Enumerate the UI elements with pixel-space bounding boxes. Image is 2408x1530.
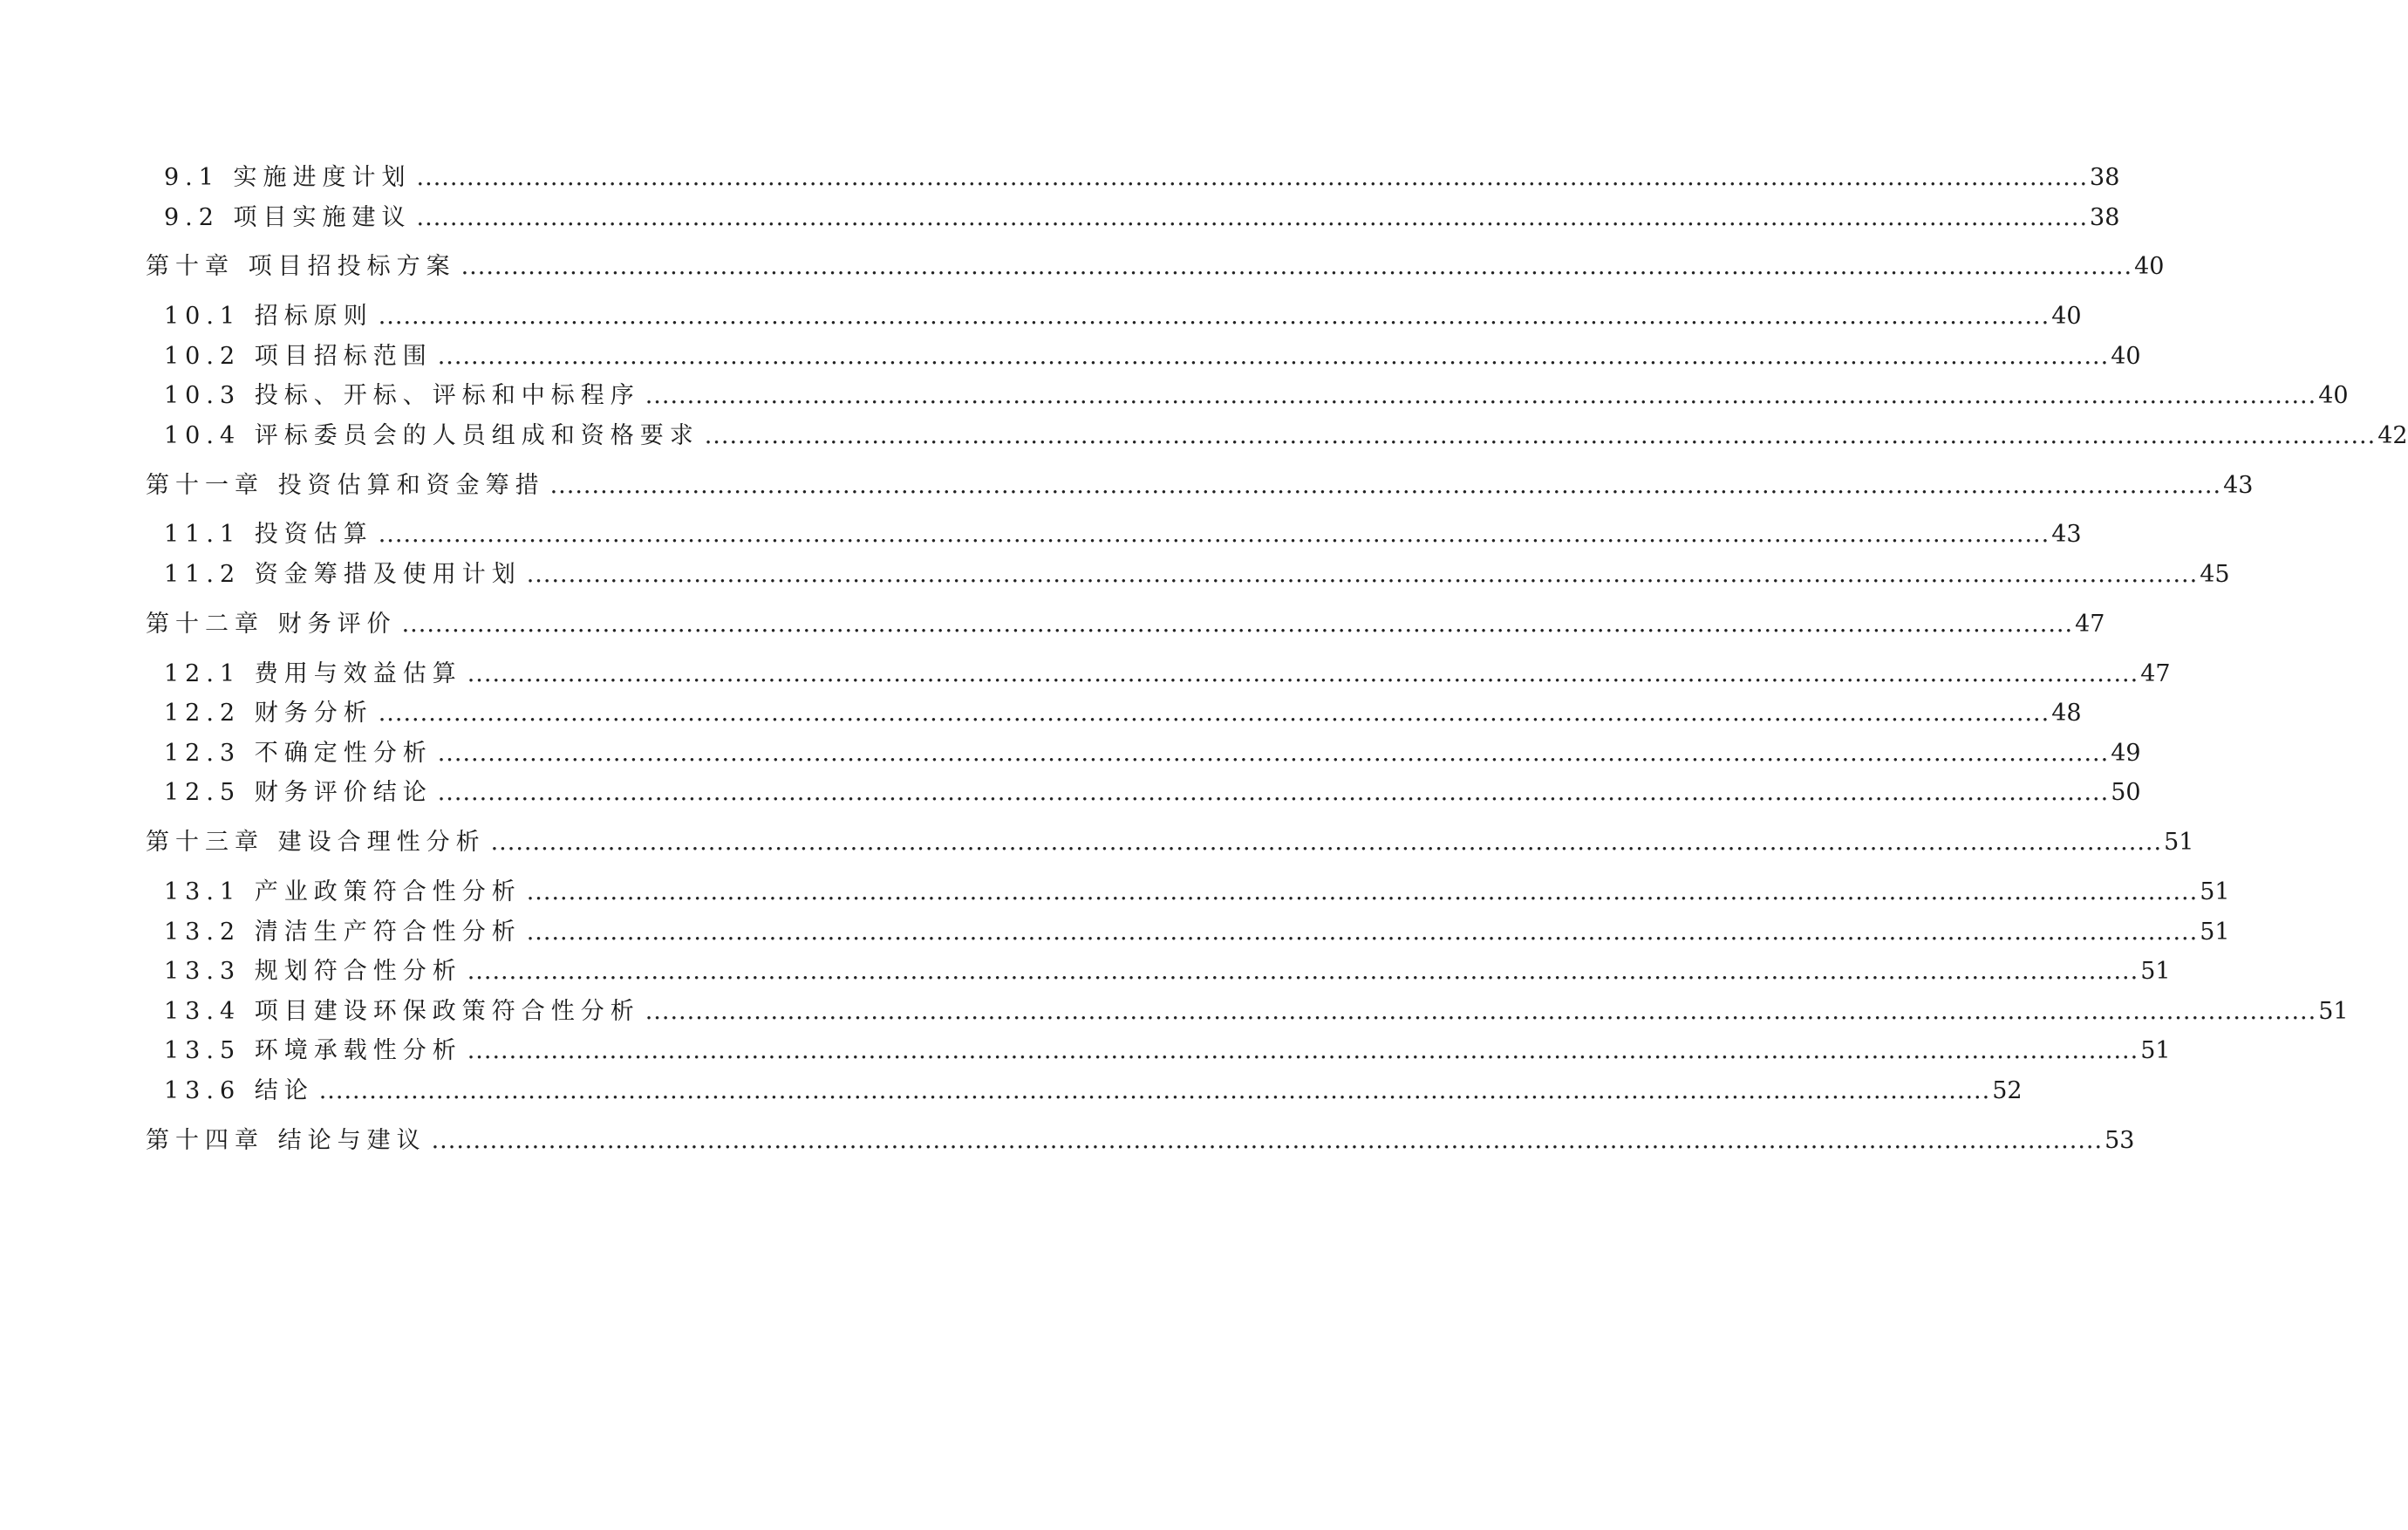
toc-leader-dots: ........................................................................................................................................................................................................ <box>467 1037 2139 1064</box>
toc-entry-page: 48 <box>2051 700 2082 727</box>
toc-leader-dots: ........................................................................................................................................................................................................ <box>437 343 2110 370</box>
toc-leader-dots: ........................................................................................................................................................................................................ <box>401 611 2074 638</box>
toc-entry-page: 47 <box>2140 660 2171 687</box>
toc-leader-dots: ........................................................................................................................................................................................................ <box>526 878 2199 905</box>
toc-leader-dots: ........................................................................................................................................................................................................ <box>645 382 2317 409</box>
toc-entry-title: 12.2 财务分析 <box>164 700 373 727</box>
toc-entry[interactable] <box>0 952 2171 987</box>
toc-leader-dots: ........................................................................................................................................................................................................ <box>467 660 2139 687</box>
toc-entry[interactable] <box>0 1031 2171 1066</box>
toc-entry[interactable] <box>0 198 2120 233</box>
toc-entry-title: 10.2 项目招标范围 <box>164 343 433 370</box>
toc-leader-dots: ........................................................................................................................................................................................................ <box>431 1127 2104 1154</box>
toc-entry-page: 52 <box>1992 1077 2023 1104</box>
toc-chapter-entry[interactable] <box>0 1121 2135 1156</box>
toc-entry[interactable] <box>0 1071 2023 1106</box>
toc-entry-title: 第十一章 投资估算和资金筹措 <box>146 472 545 499</box>
toc-entry-page: 38 <box>2090 204 2120 231</box>
toc-entry[interactable] <box>0 654 2171 689</box>
toc-entry-page: 47 <box>2075 611 2105 638</box>
toc-entry-page: 40 <box>2111 343 2141 370</box>
toc-chapter-entry[interactable] <box>0 604 2105 639</box>
toc-leader-dots: ........................................................................................................................................................................................................ <box>416 164 2089 191</box>
toc-entry-page: 49 <box>2111 740 2141 767</box>
toc-entry-page: 51 <box>2140 1037 2171 1064</box>
toc-chapter-entry[interactable] <box>0 823 2194 857</box>
toc-entry-title: 10.4 评标委员会的人员组成和资格要求 <box>164 422 699 449</box>
toc-leader-dots: ........................................................................................................................................................................................................ <box>437 740 2110 767</box>
toc-leader-dots: ........................................................................................................................................................................................................ <box>645 998 2317 1025</box>
toc-entry[interactable] <box>0 992 2349 1027</box>
toc-entry[interactable] <box>0 912 2230 947</box>
toc-leader-dots: ........................................................................................................................................................................................................ <box>378 303 2050 330</box>
toc-leader-dots: ........................................................................................................................................................................................................ <box>437 779 2110 806</box>
toc-entry-page: 50 <box>2111 779 2141 806</box>
toc-entry[interactable] <box>0 555 2230 590</box>
toc-entry-page: 51 <box>2140 958 2171 985</box>
toc-entry-page: 43 <box>2051 521 2082 548</box>
toc-entry-page: 43 <box>2223 472 2254 499</box>
toc-entry[interactable] <box>0 297 2082 331</box>
toc-entry[interactable] <box>0 872 2230 907</box>
toc-entry[interactable] <box>0 773 2141 808</box>
toc-entry-page: 51 <box>2318 998 2349 1025</box>
toc-entry-title: 13.3 规划符合性分析 <box>164 958 462 985</box>
toc-entry[interactable] <box>0 734 2141 768</box>
toc-leader-dots: ........................................................................................................................................................................................................ <box>460 253 2133 280</box>
toc-entry-title: 10.3 投标、开标、评标和中标程序 <box>164 382 640 409</box>
toc-entry-page: 42 <box>2377 422 2408 449</box>
toc-entry-page: 53 <box>2104 1127 2135 1154</box>
toc-entry-title: 第十三章 建设合理性分析 <box>146 829 486 856</box>
toc-leader-dots: ........................................................................................................................................................................................................ <box>704 422 2377 449</box>
toc-leader-dots: ........................................................................................................................................................................................................ <box>549 472 2222 499</box>
toc-entry[interactable] <box>0 158 2120 193</box>
toc-entry-title: 第十四章 结论与建议 <box>146 1127 426 1154</box>
toc-leader-dots: ........................................................................................................................................................................................................ <box>467 958 2139 985</box>
toc-entry-page: 40 <box>2318 382 2349 409</box>
toc-entry-title: 9.2 项目实施建议 <box>164 204 412 231</box>
toc-entry-title: 13.5 环境承载性分析 <box>164 1037 462 1064</box>
toc-entry-title: 13.2 清洁生产符合性分析 <box>164 919 522 946</box>
toc-leader-dots: ........................................................................................................................................................................................................ <box>526 561 2199 588</box>
toc-entry-title: 11.2 资金筹措及使用计划 <box>164 561 522 588</box>
toc-entry[interactable] <box>0 376 2349 411</box>
toc-entry-page: 40 <box>2051 303 2082 330</box>
toc-entry[interactable] <box>0 416 2408 451</box>
toc-entry-title: 12.5 财务评价结论 <box>164 779 433 806</box>
toc-entry-title: 12.3 不确定性分析 <box>164 740 433 767</box>
toc-entry-title: 13.4 项目建设环保政策符合性分析 <box>164 998 640 1025</box>
toc-entry-page: 45 <box>2200 561 2230 588</box>
toc-entry-page: 51 <box>2200 878 2230 905</box>
toc-entry[interactable] <box>0 693 2082 728</box>
toc-leader-dots: ........................................................................................................................................................................................................ <box>416 204 2089 231</box>
toc-leader-dots: ........................................................................................................................................................................................................ <box>526 919 2199 946</box>
toc-entry-page: 38 <box>2090 164 2120 191</box>
toc-leader-dots: ........................................................................................................................................................................................................ <box>378 700 2050 727</box>
toc-entry-title: 10.1 招标原则 <box>164 303 373 330</box>
toc-chapter-entry[interactable] <box>0 247 2165 282</box>
toc-entry-title: 第十章 项目招投标方案 <box>146 253 456 280</box>
toc-entry-title: 第十二章 财务评价 <box>146 611 397 638</box>
toc-chapter-entry[interactable] <box>0 466 2254 501</box>
toc-leader-dots: ........................................................................................................................................................................................................ <box>318 1077 1991 1104</box>
toc-entry-title: 9.1 实施进度计划 <box>164 164 412 191</box>
toc-entry-title: 12.1 费用与效益估算 <box>164 660 462 687</box>
toc-entry-title: 13.1 产业政策符合性分析 <box>164 878 522 905</box>
toc-entry[interactable] <box>0 515 2082 550</box>
toc-entry-page: 51 <box>2200 919 2230 946</box>
toc-entry-title: 11.1 投资估算 <box>164 521 373 548</box>
toc-leader-dots: ........................................................................................................................................................................................................ <box>490 829 2163 856</box>
toc-entry-title: 13.6 结论 <box>164 1077 314 1104</box>
toc-entry-page: 40 <box>2134 253 2165 280</box>
toc-entry[interactable] <box>0 337 2141 372</box>
toc-leader-dots: ........................................................................................................................................................................................................ <box>378 521 2050 548</box>
toc-entry-page: 51 <box>2164 829 2194 856</box>
